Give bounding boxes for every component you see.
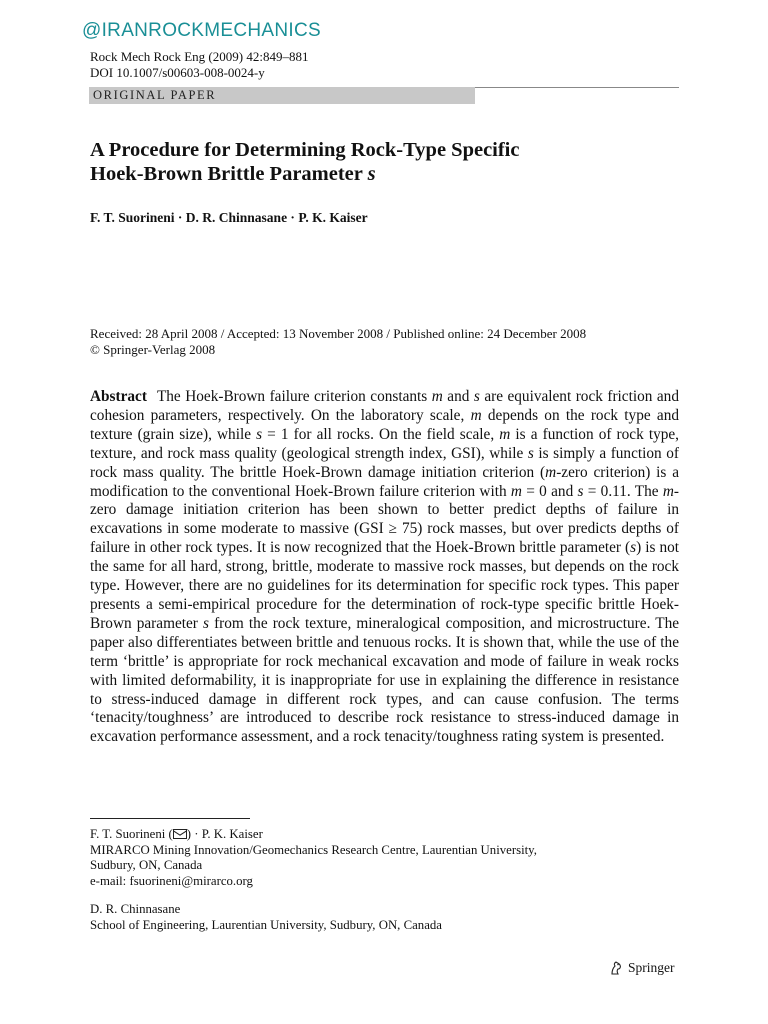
abstract-text: is simply a function of rock mass quality. The brittle Hoek-Brown damage initiation criterion (	[90, 444, 679, 481]
title-line-1: A Procedure for Determining Rock-Type Specific	[90, 139, 520, 161]
section-label: ORIGINAL PAPER	[93, 88, 217, 102]
abstract	[90, 388, 679, 747]
math-symbol: m	[470, 406, 482, 424]
journal-info	[90, 49, 308, 81]
abstract-text: -zero damage initiation criterion has been shown to better predict depths of failure in excavations in some moderate to massive (GSI ≥ 75) rock masses, but over predicts depths of failure in other rock types. It is now recognized that the Hoek-Brown brittle parameter (	[90, 482, 679, 557]
math-symbol: s	[527, 444, 534, 462]
author-list: F. T. Suorineni · D. R. Chinnasane · P. K. Kaiser	[90, 210, 368, 225]
abstract-text: = 1 for all rocks. On the field scale,	[262, 425, 500, 443]
footnote-affiliation-2	[90, 902, 690, 933]
abstract-text: The Hoek-Brown failure criterion constants	[156, 388, 432, 405]
watermark-text: @IRANROCKMECHANICS	[82, 20, 321, 41]
math-symbol: m	[545, 463, 557, 481]
abstract-body	[90, 388, 679, 745]
math-symbol: s	[256, 425, 263, 443]
copyright: © Springer-Verlag 2008	[90, 342, 216, 357]
affiliation-line: MIRARCO Mining Innovation/Geomechanics Research Centre, Laurentian University,	[90, 842, 537, 857]
abstract-text: is a function of rock type, texture, and rock mass quality (geological strength index, GSI), while	[90, 425, 679, 462]
math-symbol: s	[630, 539, 637, 557]
abstract-text: = 0 and	[521, 482, 578, 500]
math-symbol: s	[473, 388, 480, 405]
coauthor-name: · P. K. Kaiser	[191, 827, 263, 841]
abstract-text: are equivalent rock friction and cohesion parameters, respectively. On the laboratory scale,	[90, 388, 679, 424]
math-symbol: s	[577, 482, 584, 500]
footnote-rule	[90, 818, 250, 819]
author-email[interactable]: e-mail: fsuorineni@mirarco.org	[90, 873, 253, 888]
springer-horse-logo	[608, 960, 624, 976]
section-rule	[475, 87, 679, 88]
abstract-text: depends on the rock type and texture (grain size), while	[90, 406, 679, 443]
section-band	[89, 87, 475, 104]
affiliation-line: Sudbury, ON, Canada	[90, 858, 203, 872]
title-symbol-s: s	[367, 163, 376, 185]
math-symbol: m	[499, 425, 511, 443]
abstract-text: from the rock texture, mineralogical composition, and microstructure. The paper also differentiates between brittle and tenuous rocks. It is shown that, while the use of the term ‘brittle’ is appropriate for rock mechanical excavation and mode of failure in weak rocks with limited deformability, it is inappropriate for use in explaining the difference in resistance to stress-induced damage in different rock types, and can cause confusion. The terms ‘tenacity/toughness’ are introduced to describe rock resistance to stress-induced damage in excavation performance assessment, and a rock tenacity/toughness rating system is presented.	[90, 614, 680, 746]
publication-dates	[90, 326, 690, 358]
footnote-affiliation-1	[90, 827, 690, 889]
abstract-text: = 0.11. The	[583, 482, 663, 500]
journal-citation: Rock Mech Rock Eng (2009) 42:849–881	[90, 49, 309, 64]
corresponding-authors: F. T. Suorineni ( ) · P. K. Kaiser	[90, 827, 263, 841]
paper-title	[90, 138, 690, 186]
math-symbol: s	[203, 614, 209, 632]
abstract-text: and	[442, 388, 474, 405]
math-symbol: m	[662, 482, 674, 500]
abstract-text: ) is not the same for all hard, strong, brittle, moderate to massive rock masses, but depends on the rock type. However, there are no guidelines for its determination for specific rock types. This paper presents a semi-empirical procedure for the determination of rock-type specific brittle Hoek-Brown parameter	[90, 539, 680, 632]
publisher-logo	[608, 960, 675, 976]
abstract-label: Abstract	[90, 388, 147, 405]
doi: DOI 10.1007/s00603-008-0024-y	[90, 65, 265, 80]
math-symbol: m	[431, 388, 443, 405]
title-line-2: Hoek-Brown Brittle Parameter	[90, 163, 368, 185]
author-name: D. R. Chinnasane	[90, 902, 181, 916]
author-name: F. T. Suorineni	[90, 827, 166, 841]
publisher-name: Springer	[628, 960, 675, 975]
abstract-text: -zero criterion) is a modification to the conventional Hoek-Brown failure criterion with	[90, 463, 679, 500]
math-symbol: m	[510, 482, 522, 500]
envelope-icon	[173, 829, 187, 839]
affiliation-line: School of Engineering, Laurentian University, Sudbury, ON, Canada	[90, 917, 442, 932]
history-dates: Received: 28 April 2008 / Accepted: 13 November 2008 / Published online: 24 December 2008	[90, 326, 587, 341]
